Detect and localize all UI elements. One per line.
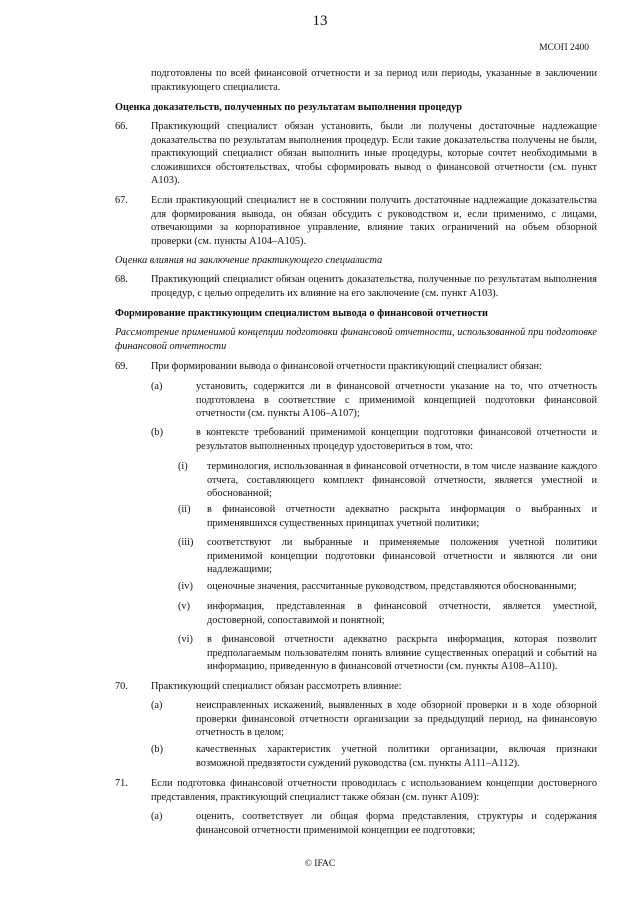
subitem-label-v: (v): [178, 601, 191, 612]
paragraph-69: При формировании вывода о финансовой отчетности практикующий специалист обязан:: [151, 361, 542, 372]
subitem-label-ii: (ii): [178, 504, 191, 515]
paragraph-number-71: 71.: [115, 778, 128, 789]
section-heading-conclusion: Формирование практикующим специалистом вывода о финансовой отчетности: [115, 308, 488, 319]
subitem-ii: в финансовой отчетности адекватно раскрыта информация о выбранных и применявшихся существенных принципах учетной политики;: [207, 504, 597, 529]
document-code: МСОП 2400: [539, 43, 589, 53]
section-heading-evidence: Оценка доказательств, полученных по результатам выполнения процедур: [115, 102, 462, 113]
item-71a: оценить, соответствует ли общая форма представления, структуры и содержания финансовой отчетности применимой концепции ее подготовки;: [196, 811, 597, 836]
subitem-label-iv: (iv): [178, 581, 193, 592]
subitem-iv: оценочные значения, рассчитанные руководством, представляются обоснованными;: [207, 581, 577, 592]
subitem-label-i: (i): [178, 461, 188, 472]
intro-paragraph: подготовлены по всей финансовой отчетности и за период или периоды, указанные в заключении практикующего специалиста.: [151, 68, 597, 93]
subitem-label-vi: (vi): [178, 634, 193, 645]
subitem-label-iii: (iii): [178, 537, 194, 548]
item-69b: в контексте требований применимой концепции подготовки финансовой отчетности и результатов выполненных процедур удостовериться в том, что:: [196, 427, 597, 452]
paragraph-number-69: 69.: [115, 361, 128, 372]
subitem-vi: в финансовой отчетности адекватно раскрыта информация, которая позволит предполагаемым пользователям понять влияние существенных операций и событий на информацию, приведенную в финансовой отчетности (см. пункты A108–A110).: [207, 634, 597, 673]
item-70a: неисправленных искажений, выявленных в ходе обзорной проверки и в ходе обзорной проверки финансовой отчетности организации за предыдущий период, на финансовую отчетность в целом;: [196, 700, 597, 739]
paragraph-71: Если подготовка финансовой отчетности проводилась с использованием концепции достоверного представления, практикующий специалист также обязан (см. пункт A109):: [151, 778, 597, 803]
paragraph-number-66: 66.: [115, 121, 128, 132]
page-number: 13: [312, 13, 328, 29]
subheading-impact: Оценка влияния на заключение практикующего специалиста: [115, 255, 383, 266]
paragraph-67: Если практикующий специалист не в состоянии получить достаточные надлежащие доказательства для формирования вывода, он обязан обсудить с руководством и, если применимо, с лицами, отвечающими за корпоративное управление, влияние таких ограничений на объем обзорной проверки (см. пункты A104–A105).: [151, 195, 597, 247]
subitem-i: терминология, использованная в финансовой отчетности, в том числе название каждого отчета, составляющего комплект финансовой отчетности, является уместной и обоснованной;: [207, 461, 597, 500]
footer-copyright: © IFAC: [304, 859, 336, 869]
item-label-69a: (a): [151, 381, 163, 392]
subitem-iii: соответствуют ли выбранные и применяемые положения учетной политики применимой концепции подготовки финансовой отчетности и являются ли они надлежащими;: [207, 537, 597, 576]
item-label-69b: (b): [151, 427, 164, 438]
item-70b: качественных характеристик учетной политики организации, включая признаки возможной предвзятости суждений руководства (см. пункты A111–A112).: [196, 744, 597, 769]
paragraph-66: Практикующий специалист обязан установить, были ли получены достаточные надлежащие доказательства по результатам выполнения процедур. Если такие доказательства получены не были, практикующий специалист обязан выполнить иные процедуры, которые сочтет необходимыми в сложившихся обстоятельствах, чтобы сформировать вывод о финансовой отчетности (см. пункт A103).: [151, 121, 597, 187]
subheading-framework: Рассмотрение применимой концепции подготовки финансовой отчетности, использованной при подготовке финансовой отчетности: [115, 327, 597, 352]
item-label-70b: (b): [151, 744, 164, 755]
item-label-70a: (a): [151, 700, 163, 711]
paragraph-number-68: 68.: [115, 274, 128, 285]
subitem-v: информация, представленная в финансовой отчетности, является уместной, достоверной, сопоставимой и понятной;: [207, 601, 597, 626]
item-69a: установить, содержится ли в финансовой отчетности указание на то, что отчетность подготовлена в соответствие с применимой концепцией подготовки финансовой отчетности (см. пункты A106–A107);: [196, 381, 597, 420]
paragraph-number-70: 70.: [115, 681, 128, 692]
paragraph-70: Практикующий специалист обязан рассмотреть влияние:: [151, 681, 402, 692]
item-label-71a: (a): [151, 811, 163, 822]
paragraph-68: Практикующий специалист обязан оценить доказательства, полученные по результатам выполнения процедур, с целью определить их влияние на его заключение (см. пункт A103).: [151, 274, 597, 299]
paragraph-number-67: 67.: [115, 195, 128, 206]
